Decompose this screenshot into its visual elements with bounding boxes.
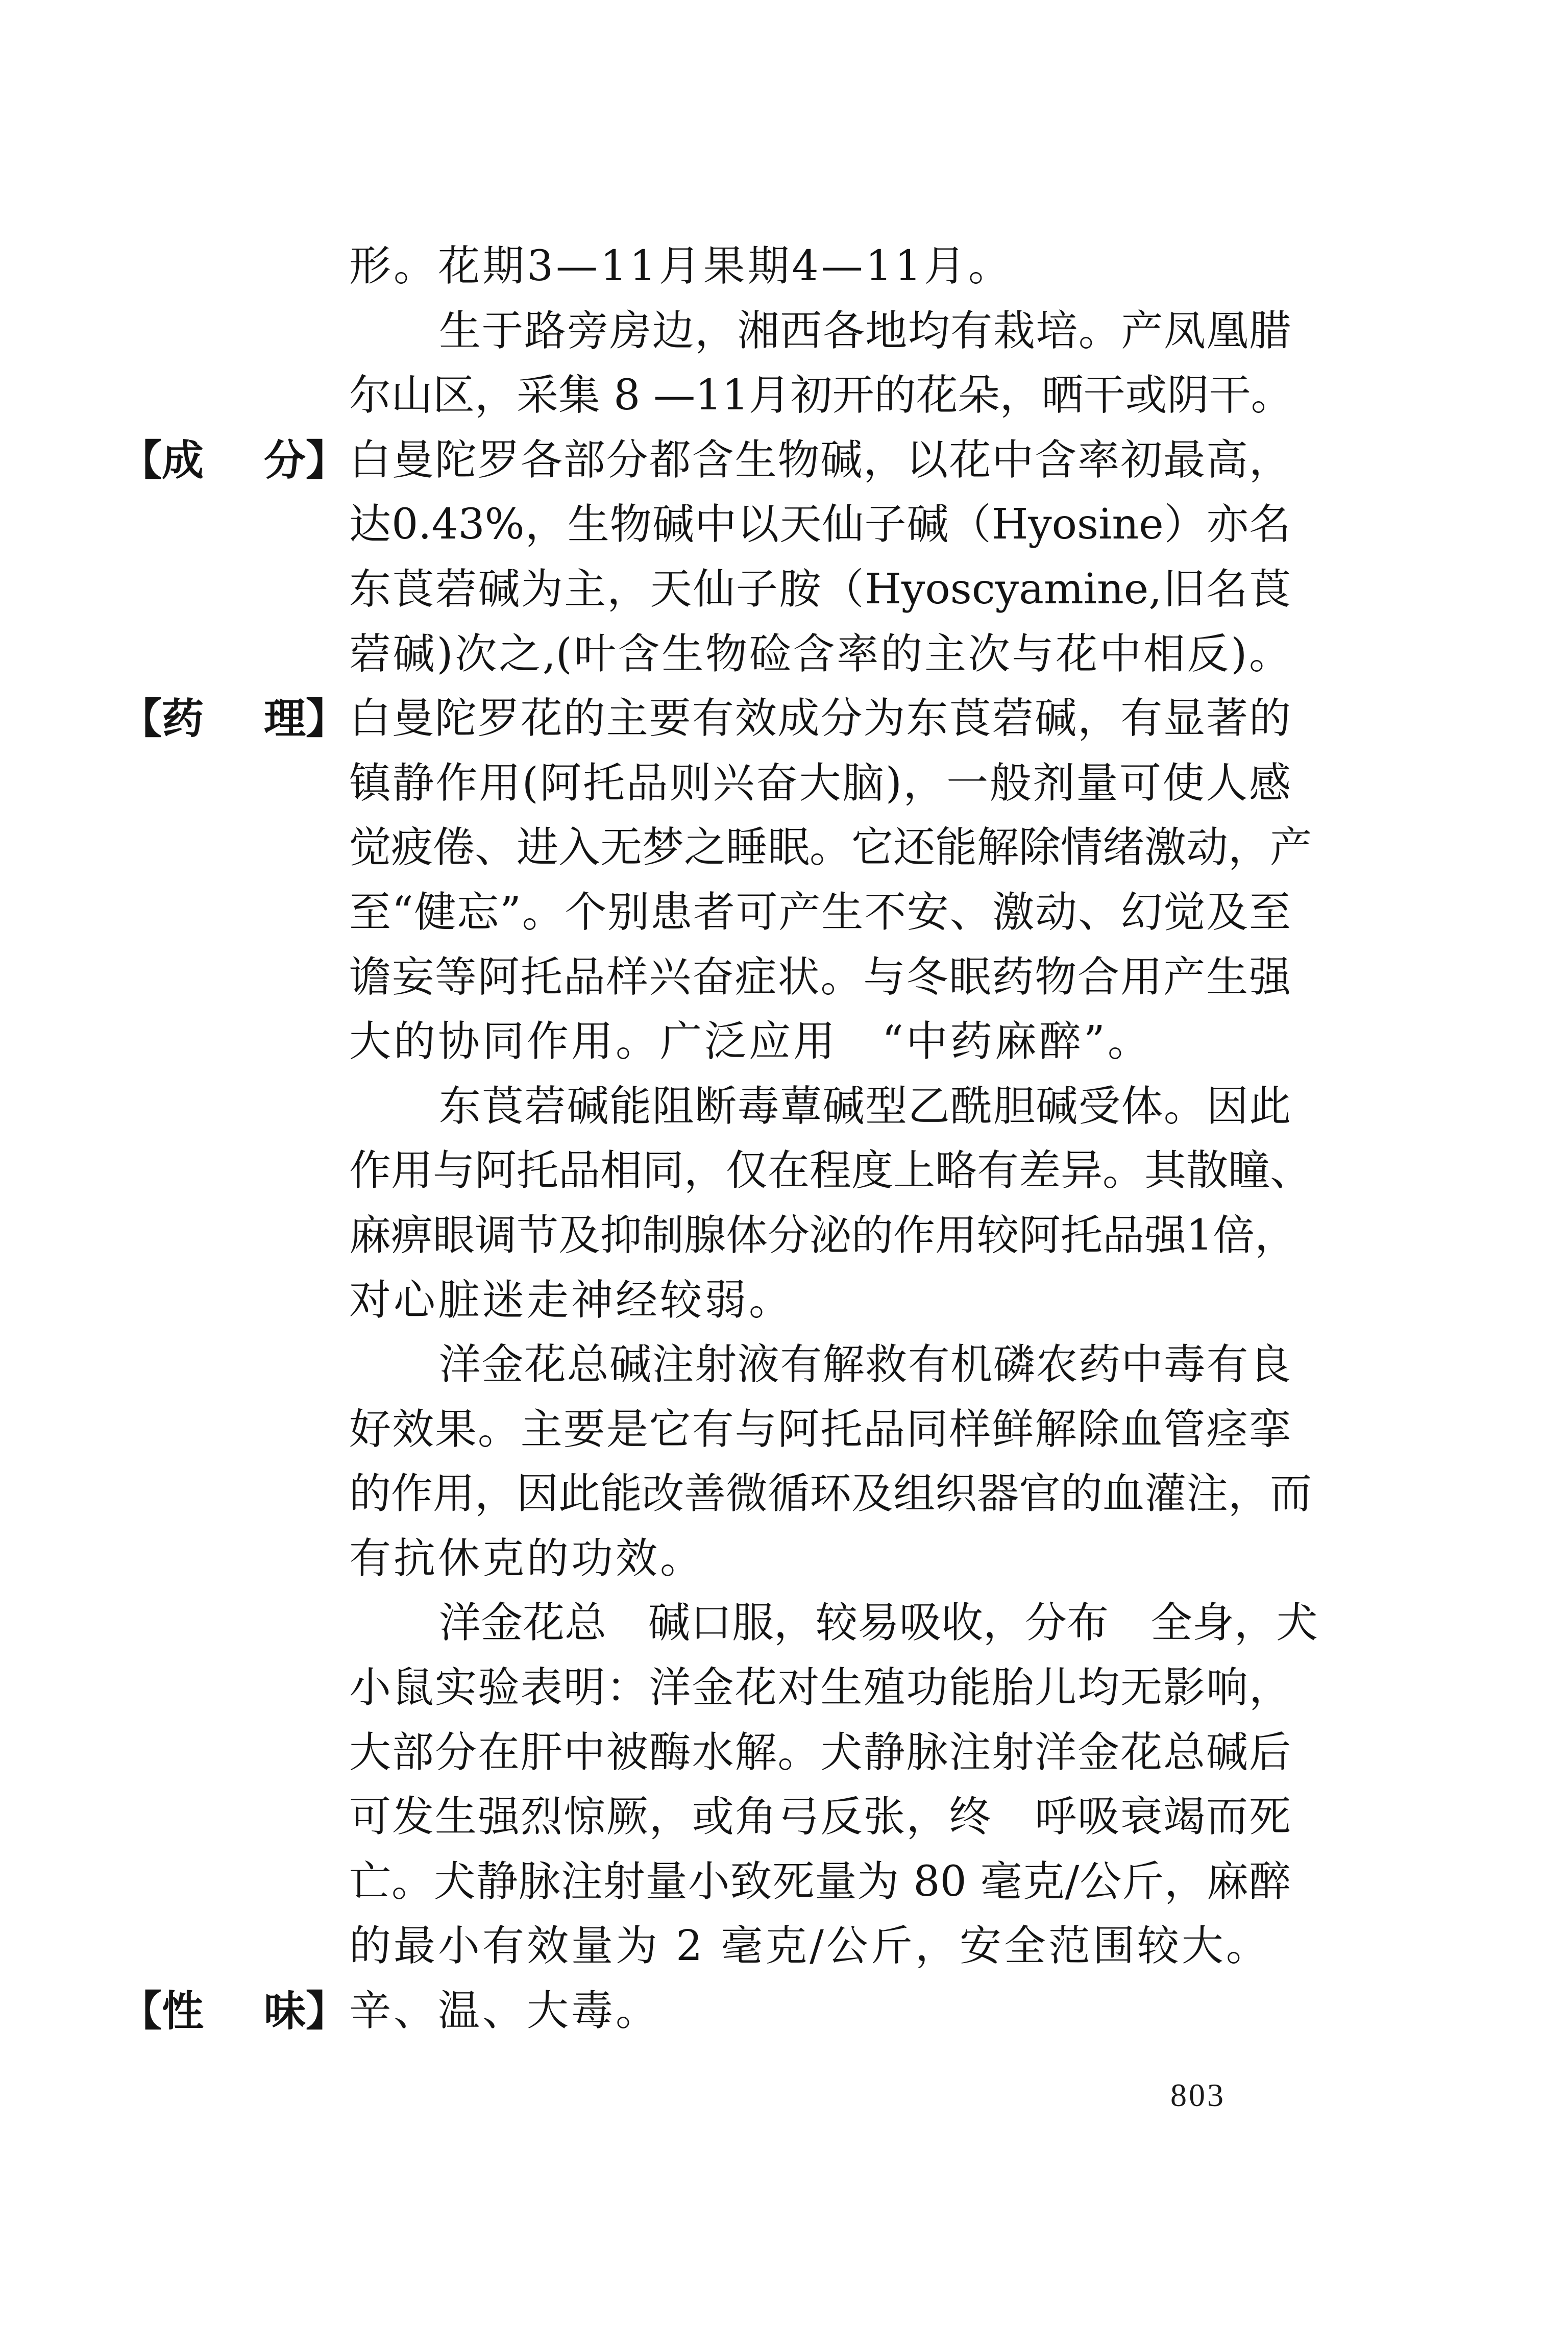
text-line: 洋金花总 碱口服，较易吸收，分布 全身，犬 [439,1599,1318,1648]
section-label [120,687,348,751]
text-line: 可发生强烈惊厥，或角弓反张，终 呼吸衰竭而死 [349,1793,1291,1842]
text-column [120,234,1318,2044]
section-first-line [120,1979,1291,2044]
text-line: 镇静作用(阿托品则兴奋大脑)，一般剂量可使人感 [349,758,1291,807]
text-line: 白曼陀罗花的主要有效成分为东莨菪碱，有显著的 [349,694,1291,743]
text-line: 达0.43%，生物碱中以天仙子碱（Hyosine）亦名 [349,500,1291,549]
text-line: 白曼陀罗各部分都含生物碱，以花中含率初最高， [349,435,1291,484]
text-line: 菪碱)次之,(叶含生物硷含率的主次与花中相反)。 [349,629,1291,678]
text-line: 的最小有效量为 2 毫克/公斤，安全范围较大。 [349,1922,1270,1971]
text-line: 觉疲倦、进入无梦之睡眠。它还能解除情绪激动，产 [349,823,1312,872]
text-line: 有抗休克的功效。 [349,1534,705,1583]
text-line: 的作用，因此能改善微循环及组织器官的血灌注，而 [349,1470,1312,1519]
text-line: 小鼠实验表明：洋金花对生殖功能胎儿均无影响， [349,1663,1291,1712]
section-label-open: 【药 [120,694,204,744]
section-label-close: 理】 [263,694,348,744]
text-line: 辛、温、大毒。 [349,1987,660,2036]
section-label [120,1979,348,2044]
text-line: 尔山区，采集 8 —11月初开的花朵，晒干或阴干。 [349,371,1293,420]
text-line: 形。花期3—11月果期4—11月。 [349,242,1013,290]
section-label-open: 【性 [120,1987,204,2036]
text-line: 洋金花总碱注射液有解救有机磷农药中毒有良 [439,1340,1291,1389]
section-first-line [120,428,1291,493]
text-line: 好效果。主要是它有与阿托品同样鲜解除血管痉挛 [349,1405,1291,1454]
section-label-open: 【成 [120,435,204,485]
text-line: 东莨菪碱能阻断毒蕈碱型乙酰胆碱受体。因此 [439,1082,1291,1131]
text-line: 对心脏迷走神经较弱。 [349,1276,794,1325]
section-label [120,428,348,493]
text-line: 谵妄等阿托品样兴奋症状。与冬眠药物合用产生强 [349,952,1291,1001]
text-line: 大的协同作用。广泛应用 “中药麻醉”。 [349,1017,1152,1066]
text-line: 生于路旁房边，湘西各地均有栽培。产凤凰腊 [439,306,1291,355]
section-label-close: 分】 [263,435,348,485]
text-line: 作用与阿托品相同，仅在程度上略有差异。其散瞳、 [349,1146,1312,1195]
text-line: 至“健忘”。个别患者可产生不安、激动、幻觉及至 [349,888,1291,937]
section-label-close: 味】 [263,1987,348,2036]
page-number: 803 [1170,2077,1226,2113]
text-line: 大部分在肝中被酶水解。犬静脉注射洋金花总碱后 [349,1728,1291,1777]
section-first-line [120,687,1291,751]
text-line: 麻痹眼调节及抑制腺体分泌的作用较阿托品强1倍， [349,1211,1297,1260]
text-line: 东莨菪碱为主，天仙子胺（Hyoscyamine,旧名莨 [349,565,1291,614]
text-line: 亡。犬静脉注射量小致死量为 80 毫克/公斤，麻醉 [349,1857,1291,1906]
